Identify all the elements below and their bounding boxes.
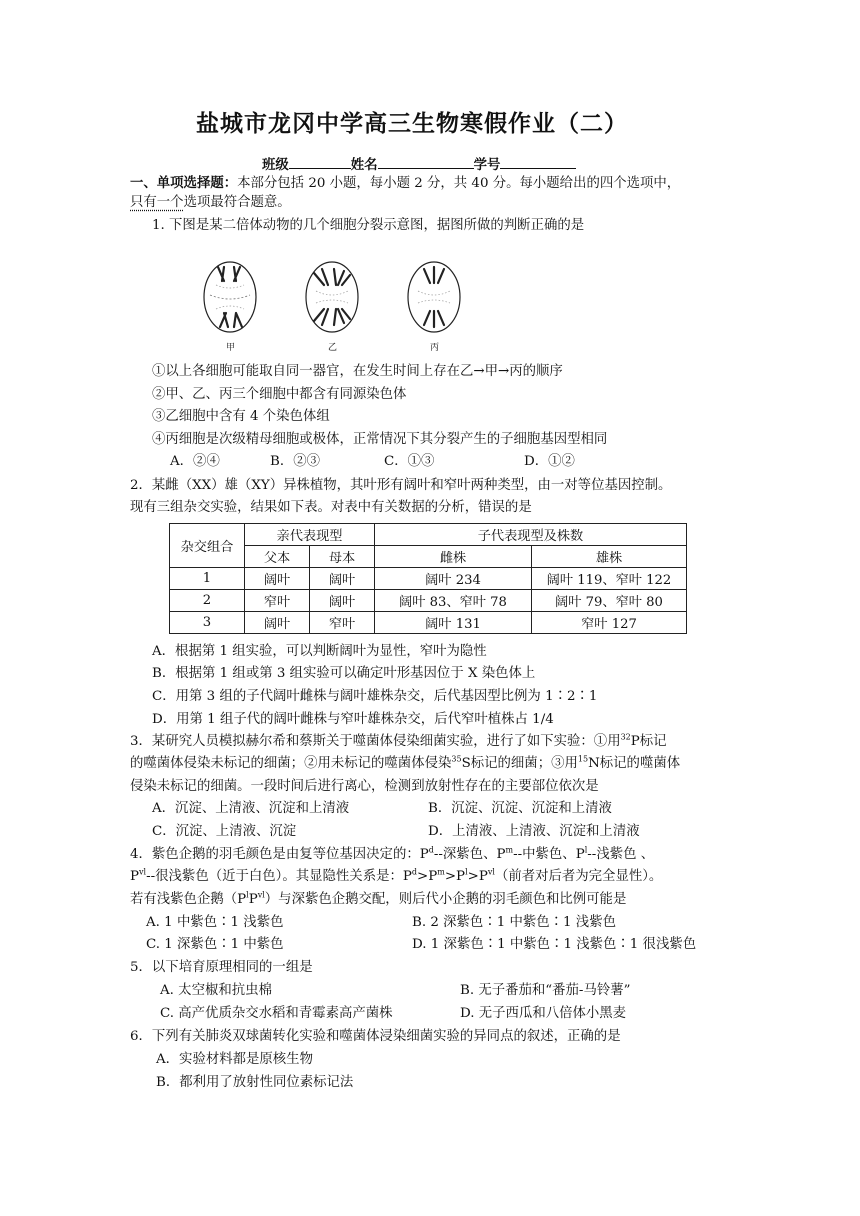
isotope-mass: 32 <box>620 732 631 742</box>
q1-statement-3: ③乙细胞中含有 4 个染色体组 <box>152 409 330 424</box>
cell-id: 2 <box>170 590 245 612</box>
q2-option-d[interactable]: D．用第 1 组子代的阔叶雌株与窄叶雄株杂交，后代窄叶植株占 1/4 <box>152 712 554 727</box>
allele-sup: l <box>465 867 468 877</box>
cell-female: 阔叶 234 <box>375 568 532 590</box>
q6-option-b[interactable]: B．都利用了放射性同位素标记法 <box>156 1075 354 1090</box>
q4-text: >P <box>417 869 438 884</box>
q1-statement-2: ②甲、乙、丙三个细胞中都含有同源染色体 <box>152 387 407 402</box>
cell-mother: 阔叶 <box>310 568 375 590</box>
q1-statement-4: ④丙细胞是次级精母细胞或极体，正常情况下其分裂产生的子细胞基因型相同 <box>152 432 608 447</box>
allele-sup: l <box>246 890 249 900</box>
q3-text: 的噬菌体侵染未标记的细菌；②用未标记的噬菌体侵染 <box>130 756 452 771</box>
q3-option-c[interactable]: C．沉淀、上清液、沉淀 <box>152 824 297 839</box>
table-row <box>170 612 687 634</box>
cell-male: 阔叶 79、窄叶 80 <box>532 590 687 612</box>
name-label: 姓名 <box>350 157 378 173</box>
q4-text: 4．紫色企鹅的羽毛颜色是由复等位基因决定的：P <box>130 847 429 862</box>
caption-bing: 丙 <box>430 343 440 353</box>
allele-sup: vl <box>487 867 495 877</box>
section1-line2 <box>130 193 291 213</box>
cell-male: 阔叶 119、窄叶 122 <box>532 568 687 590</box>
th-mother: 母本 <box>310 546 375 568</box>
student-info <box>262 152 576 175</box>
table-row <box>170 590 687 612</box>
q2-option-a[interactable]: A．根据第 1 组实验，可以判断阔叶为显性，窄叶为隐性 <box>152 644 487 659</box>
table-row <box>170 568 687 590</box>
q3-option-b[interactable]: B．沉淀、沉淀、沉淀和上清液 <box>428 801 612 816</box>
th-parent: 亲代表现型 <box>245 524 375 546</box>
q1-option-c[interactable]: C．①③ <box>384 454 435 469</box>
section1-desc: 本部分包括 20 小题，每小题 2 分，共 40 分。每小题给出的四个选项中， <box>237 176 681 191</box>
q4-stem-2 <box>130 867 662 887</box>
q6-stem: 6．下列有关肺炎双球菌转化实验和噬菌体浸染细菌实验的异同点的叙述，正确的是 <box>130 1029 621 1044</box>
q3-text: P标记 <box>630 734 667 749</box>
cell-division-figure <box>200 255 480 347</box>
caption-yi: 乙 <box>328 343 338 353</box>
q4-option-c[interactable]: C. 1 深紫色∶1 中紫色 <box>146 937 284 952</box>
id-blank[interactable] <box>500 152 576 169</box>
th-female: 雌株 <box>375 546 532 568</box>
class-label: 班级 <box>262 157 289 173</box>
cell-father: 窄叶 <box>245 590 310 612</box>
q6-option-a[interactable]: A．实验材料都是原核生物 <box>156 1052 313 1067</box>
q4-option-d[interactable]: D. 1 深紫色∶1 中紫色∶1 浅紫色∶1 很浅紫色 <box>412 937 697 952</box>
cell-female: 阔叶 131 <box>375 612 532 634</box>
cell-mother: 阔叶 <box>310 590 375 612</box>
q5-option-c[interactable]: C. 高产优质杂交水稻和青霉素高产菌株 <box>160 1006 393 1021</box>
q3-stem-1 <box>130 732 667 752</box>
q1-option-b[interactable]: B．②③ <box>270 454 321 469</box>
page-title: 盐城市龙冈中学高三生物寒假作业（二） <box>196 110 628 137</box>
q3-stem-3: 侵染未标记的细菌。一段时间后进行离心，检测到放射性存在的主要部位依次是 <box>130 779 599 794</box>
name-blank[interactable] <box>378 152 474 169</box>
section1-heading: 一、单项选择题： <box>130 175 238 191</box>
isotope-mass: 35 <box>451 754 462 764</box>
q3-text: 3．某研究人员模拟赫尔希和蔡斯关于噬菌体侵染细菌实验，进行了如下实验：①用 <box>130 734 621 749</box>
q4-text: ）与深紫色企鹅交配，则后代小企鹅的羽毛颜色和比例可能是 <box>264 892 627 907</box>
cell-father: 阔叶 <box>245 568 310 590</box>
cell-id: 3 <box>170 612 245 634</box>
q4-text: --中紫色、P <box>513 847 585 862</box>
cell-id: 1 <box>170 568 245 590</box>
allele-sup: m <box>437 867 445 877</box>
q4-text: >P <box>444 869 466 884</box>
q2-option-c[interactable]: C．用第 3 组的子代阔叶雌株与阔叶雄株杂交，后代基因型比例为 1∶2∶1 <box>152 689 598 704</box>
caption-jia: 甲 <box>226 343 236 353</box>
q1-option-a[interactable]: A．②④ <box>170 454 220 469</box>
cell-mother: 窄叶 <box>310 612 375 634</box>
q4-option-a[interactable]: A. 1 中紫色∶1 浅紫色 <box>146 915 284 930</box>
q1-statement-1: ①以上各细胞可能取自同一器官，在发生时间上存在乙→甲→丙的顺序 <box>152 364 563 379</box>
allele-sup: d <box>411 867 417 877</box>
cell-male: 窄叶 127 <box>532 612 687 634</box>
cell-female: 阔叶 83、窄叶 78 <box>375 590 532 612</box>
cross-results-table <box>169 523 687 634</box>
cell-bing-icon <box>408 262 460 332</box>
q2-stem-1: 2．某雌（XX）雄（XY）异株植物，其叶形有阔叶和窄叶两种类型，由一对等位基因控制。 <box>130 478 672 493</box>
q2-option-b[interactable]: B．根据第 1 组或第 3 组实验可以确定叶形基因位于 X 染色体上 <box>152 666 536 681</box>
id-label: 学号 <box>473 157 501 173</box>
cell-father: 阔叶 <box>245 612 310 634</box>
q5-option-d[interactable]: D. 无子西瓜和八倍体小黑麦 <box>460 1006 627 1021</box>
allele-sup: l <box>584 845 588 855</box>
allele-sup: vl <box>139 867 147 877</box>
q3-text: S标记的细菌；③用 <box>461 756 578 771</box>
q4-stem-1 <box>130 845 654 865</box>
cell-yi-icon <box>306 262 358 332</box>
q1-option-d[interactable]: D．①② <box>524 454 575 469</box>
class-blank[interactable] <box>289 152 351 169</box>
q5-stem: 5．以下培育原理相同的一组是 <box>130 960 313 975</box>
q4-text: --很浅紫色（近于白色）。其显隐性关系是：P <box>146 869 412 884</box>
section1-desc-rest: 选项最符合题意。 <box>183 195 291 210</box>
q4-text: >P <box>467 869 488 884</box>
th-offspring: 子代表现型及株数 <box>375 524 687 546</box>
q4-text: P <box>130 869 140 884</box>
q2-stem-2: 现有三组杂交实验，结果如下表。对表中有关数据的分析，错误的是 <box>130 500 532 515</box>
q4-text: P <box>248 892 258 907</box>
q5-option-a[interactable]: A. 太空椒和抗虫棉 <box>160 983 272 998</box>
q4-stem-3 <box>130 890 626 910</box>
th-father: 父本 <box>245 546 310 568</box>
q3-text: N标记的噬菌体 <box>588 756 681 771</box>
th-male: 雄株 <box>532 546 687 568</box>
allele-sup: d <box>428 845 434 855</box>
q4-text: --深紫色、P <box>433 847 506 862</box>
section1-emphasis: 只有一个 <box>130 195 184 210</box>
q4-text: 若有浅紫色企鹅（P <box>130 892 247 907</box>
q3-option-a[interactable]: A．沉淀、上清液、沉淀和上清液 <box>152 801 350 816</box>
q3-option-d[interactable]: D．上清液、上清液、沉淀和上清液 <box>428 824 640 839</box>
isotope-mass: 15 <box>577 754 589 764</box>
q4-text: --浅紫色 、 <box>587 847 655 862</box>
q3-stem-2 <box>130 754 680 774</box>
cell-jia-icon <box>204 262 256 332</box>
allele-sup: vl <box>257 890 265 900</box>
q4-option-b[interactable]: B. 2 深紫色∶1 中紫色∶1 浅紫色 <box>412 915 616 930</box>
q1-stem: 1. 下图是某二倍体动物的几个细胞分裂示意图，据图所做的判断正确的是 <box>152 218 585 233</box>
q4-text: （前者对后者为完全显性）。 <box>494 869 663 884</box>
q5-option-b[interactable]: B. 无子番茄和“番茄-马铃薯” <box>460 983 631 998</box>
section1-line1 <box>130 173 680 194</box>
allele-sup: m <box>505 845 514 855</box>
th-cross: 杂交组合 <box>170 524 245 568</box>
